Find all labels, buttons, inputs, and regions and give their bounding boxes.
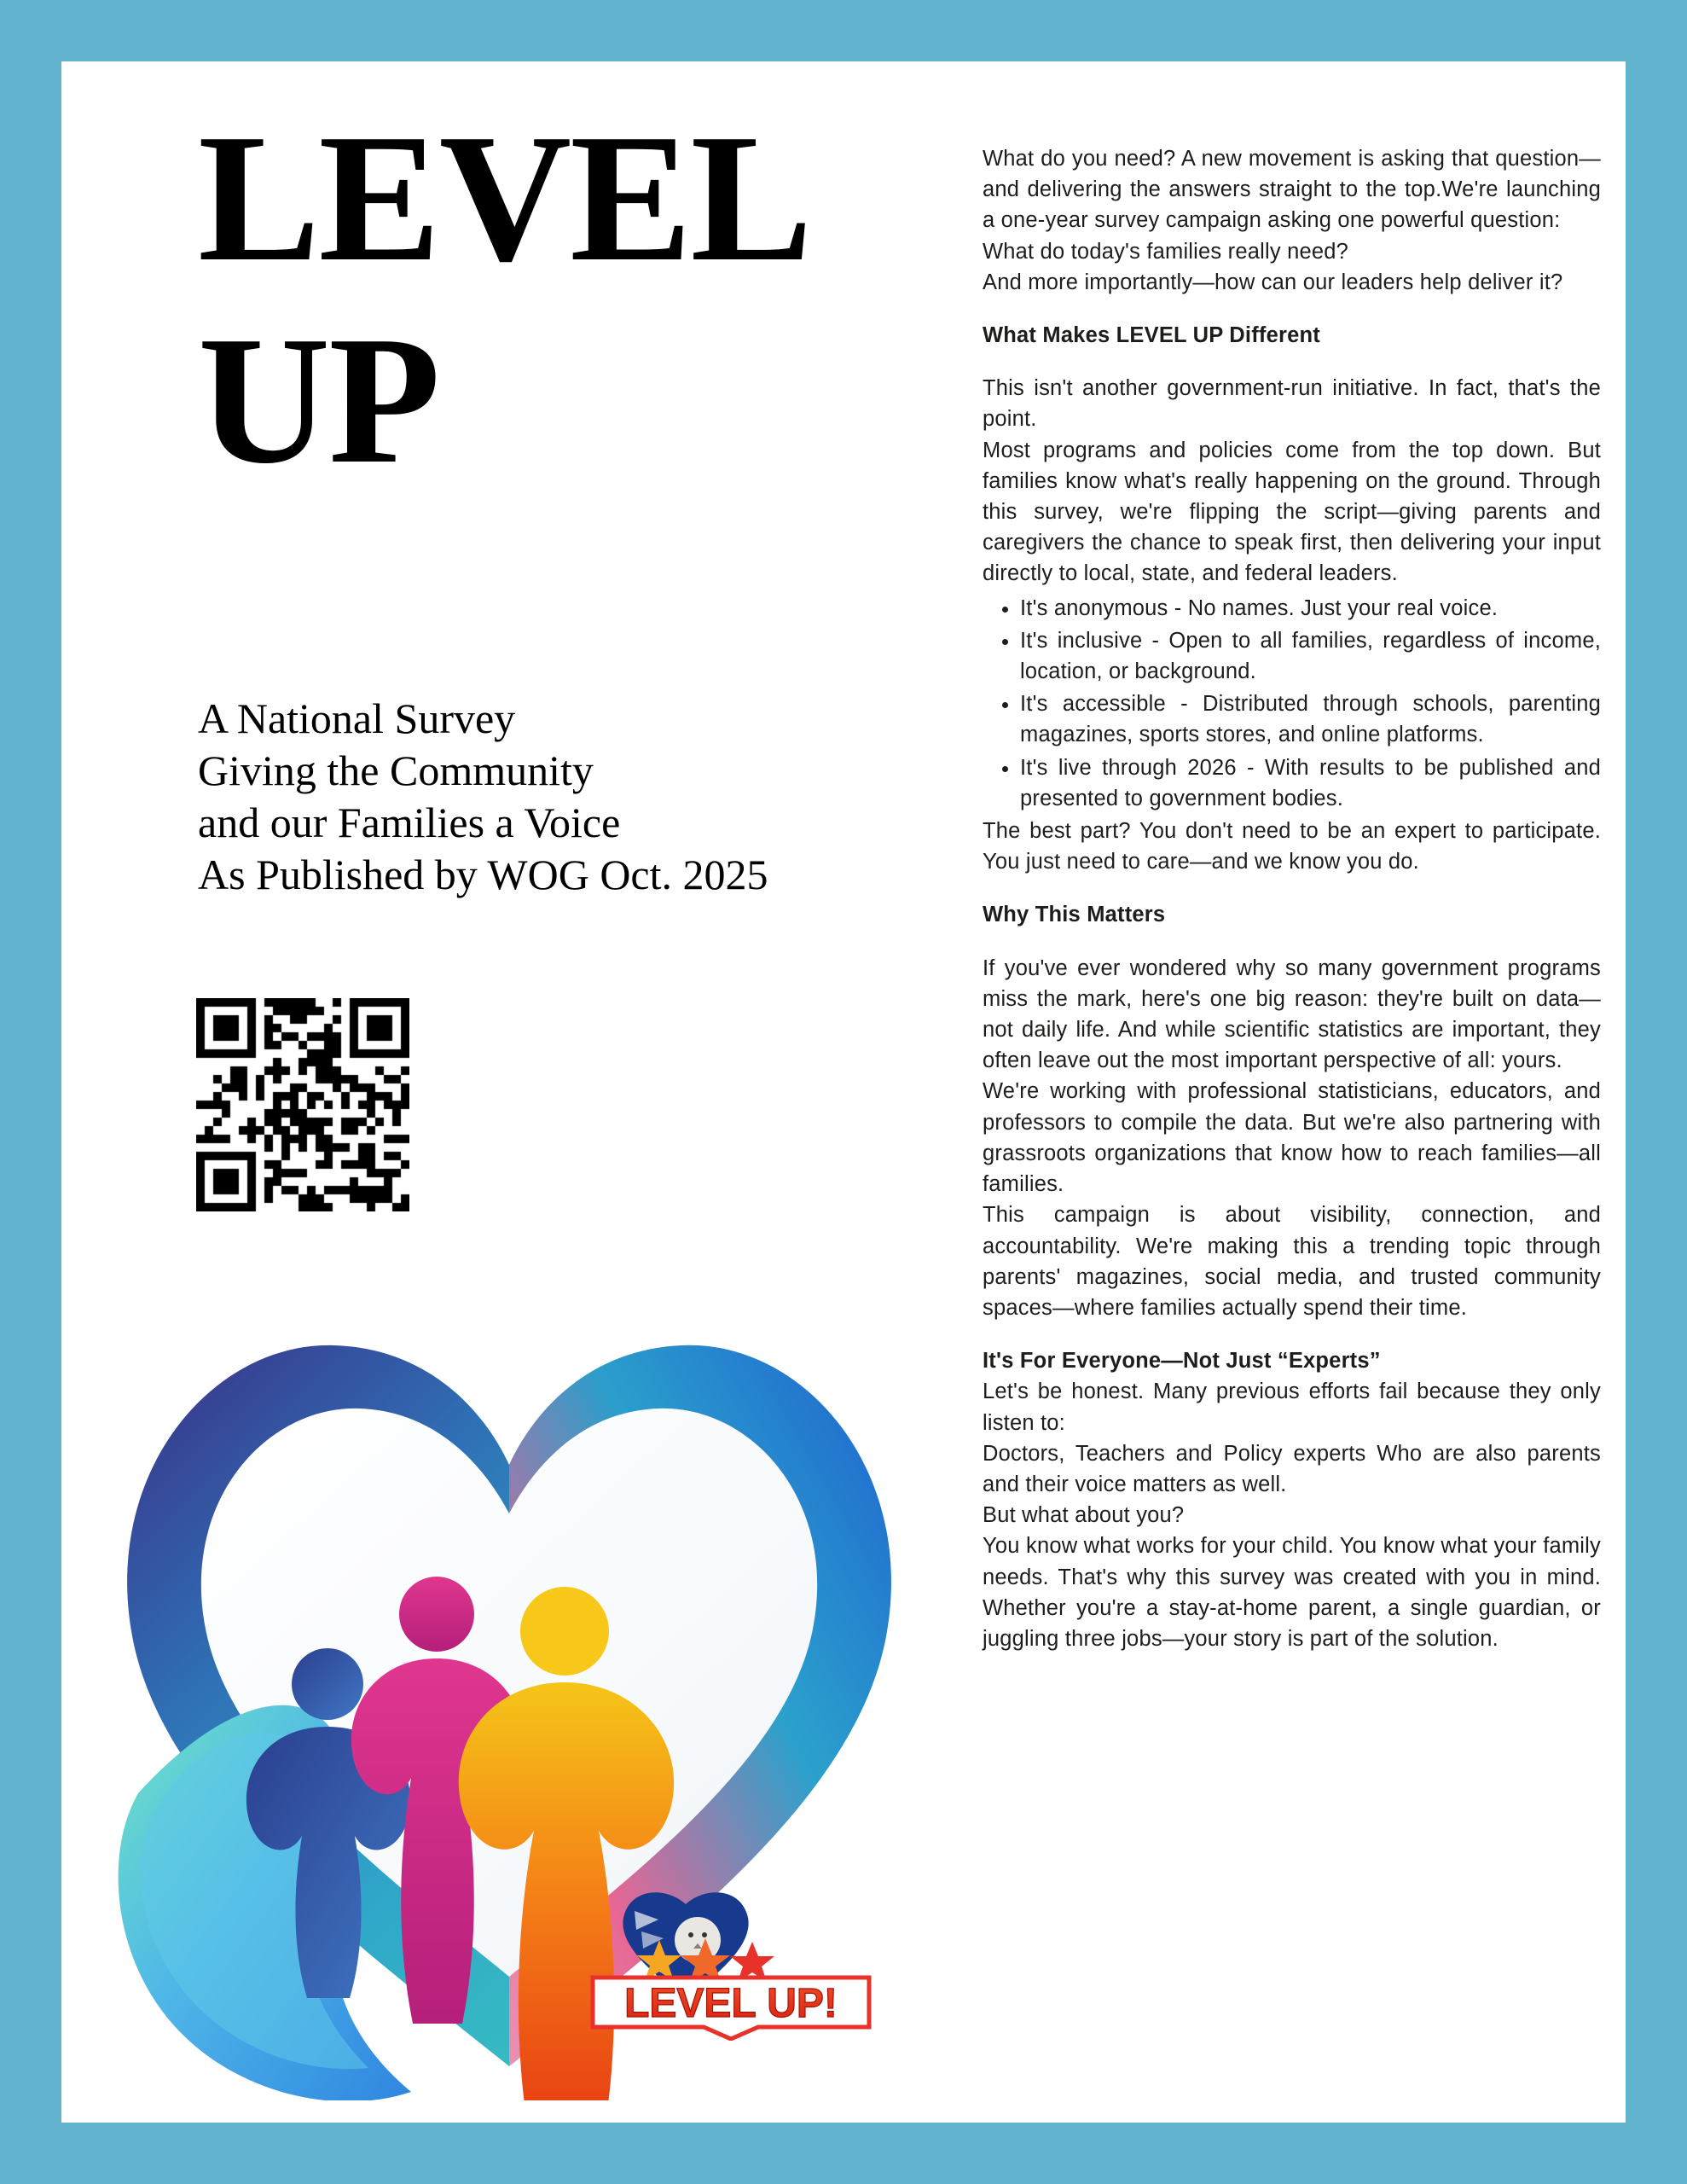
poster-subtitle [198,693,906,901]
subtitle-line-3: and our Families a Voice [198,799,621,846]
section-heading-2: Why This Matters [983,903,1166,927]
title-line-1: LEVEL [198,96,811,299]
subtitle-line-1: A National Survey [198,694,516,742]
section-3-paragraph-3: But what about you? [983,1503,1185,1528]
section-2-paragraph-2: We're working with professional statisticians, educators, and professors to compile the data. But we're also partnering with grassroots organizations that know how to reach families—all families. [983,1079,1601,1197]
badge-label: LEVEL UP! [624,1981,838,2026]
qr-code[interactable] [196,998,409,1211]
section-2-paragraph-3: This campaign is about visibility, connection, and accountability. We're making this a trending topic through parents' magazines, social media, and trusted community spaces—where families actually spend their time. [983,1203,1601,1320]
list-item: • It's accessible - Distributed through schools, parenting magazines, sports stores, and online platforms. [1020,688,1601,750]
list-item: • It's live through 2026 - With results to be published and presented to government bodies. [1020,752,1601,814]
section-1-bullets [983,593,1601,814]
article-body [983,143,1601,1654]
right-column [983,143,1601,1654]
intro-question-2: And more importantly—how can our leaders help deliver it? [983,270,1563,294]
subtitle-line-2: Giving the Community [198,746,594,794]
subtitle-line-4: As Published by WOG Oct. 2025 [198,851,768,898]
intro-question-1: What do today's families really need? [983,239,1348,264]
poster-title [198,96,914,502]
intro-paragraph: What do you need? A new movement is asking that question—and delivering the answers straight to the top.We're launching a one-year survey campaign asking one powerful question: [983,147,1601,233]
section-1-paragraph-1: This isn't another government-run initiative. In fact, that's the point. [983,376,1601,432]
section-3-paragraph-4: You know what works for your child. You know what your family needs. That's why this survey was created with you in mind. Whether you're a stay-at-home parent, a single guardian, or juggling three jobs—your story is part of the solution. [983,1534,1601,1651]
section-3-paragraph-2: Doctors, Teachers and Policy experts Who are also parents and their voice matters as well. [983,1441,1601,1496]
list-item: • It's anonymous - No names. Just your real voice. [1020,593,1601,624]
title-line-2: UP [198,297,439,502]
list-item: • It's inclusive - Open to all families, regardless of income, location, or background. [1020,625,1601,687]
section-heading-3: It's For Everyone—Not Just “Experts” [983,1349,1381,1374]
section-1-closing: The best part? You don't need to be an expert to participate. You just need to care—and we know you do. [983,819,1601,874]
poster-page [61,61,1626,2123]
section-3-paragraph-1: Let's be honest. Many previous efforts fail because they only listen to: [983,1380,1601,1435]
section-2-paragraph-1: If you've ever wondered why so many government programs miss the mark, here's one big reason: they're built on data—not daily life. And while scientific statistics are important, they often leave out the most important perspective of all: yours. [983,956,1601,1073]
left-column [61,61,940,2123]
section-1-paragraph-2: Most programs and policies come from the top down. But families know what's really happening on the ground. Through this survey, we're flipping the script—giving parents and caregivers the chance to speak first, then delivering your input directly to local, state, and federal leaders. [983,438,1601,586]
section-heading-1: What Makes LEVEL UP Different [983,323,1320,348]
level-up-badge [577,1938,884,2041]
